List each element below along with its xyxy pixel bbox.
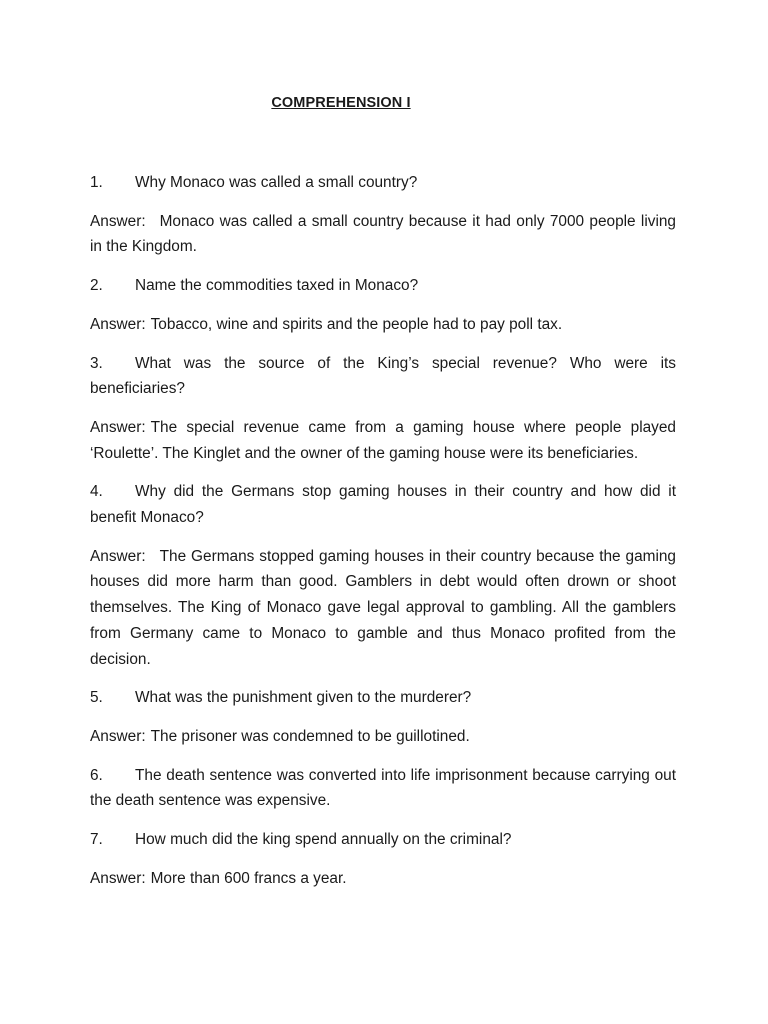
question-text: What was the source of the King’s special revenue? Who were its beneficiaries?	[90, 354, 676, 398]
answer-text: The special revenue came from a gaming house where people played ‘Roulette’. The Kinglet and the owner of the gaming house were its beneficiaries.	[90, 418, 676, 462]
answer-label: Answer:	[90, 212, 146, 230]
question-2	[90, 273, 676, 299]
answer-5	[90, 724, 676, 750]
page-title: COMPREHENSION I	[271, 95, 411, 111]
question-text: Why Monaco was called a small country?	[135, 174, 418, 191]
question-number: 5.	[90, 689, 103, 707]
answer-7	[90, 866, 676, 892]
answer-text: Monaco was called a small country because it had only 7000 people living in the Kingdom.	[90, 212, 676, 256]
question-3	[90, 351, 676, 402]
answer-label: Answer:	[90, 727, 146, 745]
answer-text: Tobacco, wine and spirits and the people had to pay poll tax.	[150, 315, 563, 333]
question-text: Why did the Germans stop gaming houses in their country and how did it benefit Monaco?	[90, 483, 676, 527]
answer-2	[90, 312, 676, 338]
answer-label: Answer:	[90, 547, 146, 565]
question-number: 4.	[90, 483, 103, 501]
question-5	[90, 685, 676, 711]
answer-4	[90, 544, 676, 673]
question-7	[90, 827, 676, 853]
question-text: Name the commodities taxed in Monaco?	[135, 277, 419, 295]
question-number: 1.	[90, 174, 103, 191]
question-1	[90, 170, 676, 196]
question-text: How much did the king spend annually on the criminal?	[135, 831, 512, 849]
answer-3	[90, 415, 676, 466]
answer-label: Answer:	[90, 418, 146, 436]
question-text: What was the punishment given to the murderer?	[135, 689, 472, 707]
question-text: The death sentence was converted into life imprisonment because carrying out the death sentence was expensive.	[90, 766, 676, 810]
question-number: 7.	[90, 831, 103, 849]
answer-label: Answer:	[90, 869, 146, 887]
answer-1	[90, 209, 676, 260]
question-4	[90, 479, 676, 530]
question-number: 6.	[90, 766, 103, 784]
question-6	[90, 763, 676, 814]
qa-list	[90, 170, 676, 904]
question-number: 3.	[90, 354, 103, 372]
answer-text: The prisoner was condemned to be guillotined.	[150, 727, 470, 745]
answer-text: More than 600 francs a year.	[150, 869, 347, 887]
question-number: 2.	[90, 277, 103, 295]
answer-label: Answer:	[90, 315, 146, 333]
answer-text: The Germans stopped gaming houses in their country because the gaming houses did more harm than good. Gamblers in debt would often drown or shoot themselves. The King of Monaco gave legal approval to gambling. All the gamblers from Germany came to Monaco to gamble and thus Monaco profited from the decision.	[90, 547, 676, 668]
